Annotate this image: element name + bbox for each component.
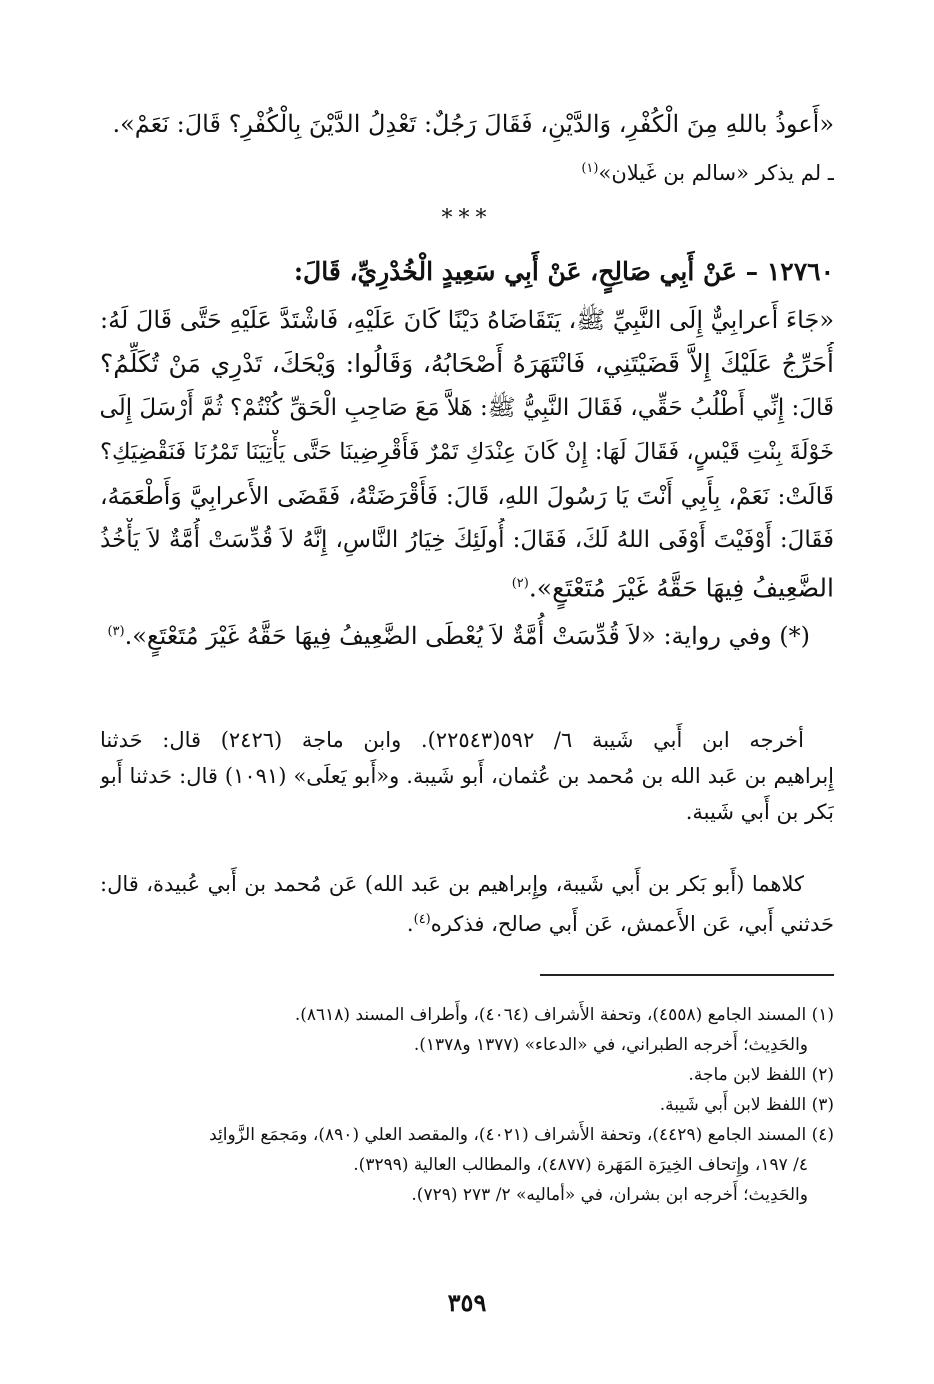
- hadith-line: قَالَ: إِنِّي أَطْلُبُ حَقِّي، فَقَالَ النَّبِيُّ ﷺ: هَلاَّ مَعَ صَاحِبِ الْحَقِّ كُنْتُمْ؟ ثُمَّ أَرْسَلَ إِلَى: [100, 395, 834, 421]
- previous-hadith-text: «أَعوذُ باللهِ مِنَ الْكُفْرِ، وَالدَّيْنِ، فَقَالَ رَجُلٌ: تَعْدِلُ الدَّيْنَ بِالْكُفْرِ؟ قَالَ: نَعَمْ».: [112, 110, 834, 138]
- note-line: [100, 152, 834, 190]
- footnote-4-hadith: والحَدِيث؛ أَخرجه ابن بشران، في «أماليه» ٢/ ٢٧٣ (٧٢٩).: [411, 1185, 808, 1205]
- previous-hadith-ending: [100, 102, 834, 146]
- hadith-number-line: ١٢٧٦٠ – عَنْ أَبِي صَالِحٍ، عَنْ أَبِي سَعِيدٍ الْخُدْرِيِّ، قَالَ:: [293, 257, 834, 286]
- hadith-heading: [100, 250, 834, 294]
- takhrij-line: بَكر بن أَبي شَيبة.: [685, 800, 834, 824]
- footnote-ref: (٣): [107, 624, 125, 640]
- hadith-riwaya: (*) وفي رواية: «لاَ قُدِّسَتْ أُمَّةٌ لاَ يُعْطَى الضَّعِيفُ فِيهَا حَقَّهُ غَيْرَ مُتَعْتَعٍ».$^{(٣)}$: [107, 622, 810, 651]
- footnote-ref: (٤): [413, 912, 431, 927]
- footnote-4: (٤) المسند الجامع (٤٤٢٩)، وتحفة الأَشراف (٤٠٢١)، والمقصد العلي (٨٩٠)، ومَجمَع الزَّوائِد: [209, 1125, 834, 1145]
- note-text: ـ لم يذكر «سالم بن غَيلان»: [598, 161, 834, 185]
- hadith-line: أُحَرِّجُ عَلَيْكَ إِلاَّ قَضَيْتَنِي، فَانْتَهَرَهُ أَصْحَابُهُ، وَقَالُوا: وَيْحَكَ، تَدْرِي مَنْ تُكَلِّمُ؟: [100, 349, 834, 378]
- hadith-last-line: الضَّعِيفُ فِيهَا حَقَّهُ غَيْرَ مُتَعْتَعٍ».$^{(٢)}$: [511, 573, 834, 603]
- footnote-divider: [540, 974, 834, 976]
- hadith-line: قَالَتْ: نَعَمْ، بِأَبِي أَنْتَ يَا رَسُولَ اللهِ، قَالَ: فَأَقْرَضَتْهُ، فَقَضَى الأَعرابِيَّ وَأَطْعَمَهُ،: [100, 482, 834, 510]
- footnote-3: (٣) اللفظ لابن أَبي شَيبة.: [659, 1095, 834, 1115]
- footnote-4-continued: ٤/ ١٩٧، وإِتحاف الخِيرَة المَهَرة (٤٨٧٧)، والمطالب العالية (٣٢٩٩).: [353, 1155, 808, 1175]
- hadith-line: خَوْلَةَ بِنْتِ قَيْسٍ، فَقَالَ لَهَا: إِنْ كَانَ عِنْدَكِ تَمْرٌ فَأَقْرِضِينَا حَتَّى يَأْتِيَنَا تَمْرُنَا فَنَقْضِيَكِ؟: [100, 439, 834, 465]
- footnote-1: (١) المسند الجامع (٤٥٥٨)، وتحفة الأَشراف (٤٠٦٤)، وأَطراف المسند (٨٦١٨).: [294, 1005, 834, 1025]
- section-separator: ***: [441, 206, 493, 231]
- footnote-1-continued: والحَدِيث؛ أَخرجه الطبراني، في «الدعاء» (١٣٧٧ و١٣٧٨).: [413, 1035, 808, 1055]
- takhrij-line: إِبراهيم بن عَبد الله بن مُحمد بن عُثمان، أَبو شَيبة. و«أَبو يَعلَى» (١٠٩١) قال: حَدثنا أَبو: [100, 764, 834, 788]
- takhrij-paragraph-2: [100, 866, 834, 942]
- footnote-ref: (٢): [511, 576, 529, 591]
- footnote-ref: (١): [581, 161, 599, 176]
- takhrij-line: أخرجه ابن أَبي شَيبة ٦/ ٥٩٢(٢٢٥٤٣). وابن ماجة (٢٤٢٦) قال: حَدثنا: [100, 728, 804, 752]
- page-number: ٣٥٩: [447, 1288, 487, 1317]
- hadith-body: [100, 298, 834, 658]
- footnotes: [100, 1000, 834, 1210]
- takhrij-line: كلاهما (أَبو بَكر بن أَبي شَيبة، وإِبراهيم بن عَبد الله) عَن مُحمد بن أَبي عُبيدة، قال:: [100, 872, 804, 896]
- hadith-line: فَقَالَ: أَوْفَيْتَ أَوْفَى اللهُ لَكَ، فَقَالَ: أُولَئِكَ خِيَارُ النَّاسِ، إِنَّهُ لاَ قُدِّسَتْ أُمَّةٌ لاَ يَأْخُذُ: [100, 527, 834, 553]
- takhrij-line: حَدثني أَبي، عَن الأَعمش، عَن أَبي صالح، فذكره$^{(٤)}$.: [406, 912, 834, 936]
- takhrij-paragraph-1: [100, 722, 834, 830]
- footnote-2: (٢) اللفظ لابن ماجة.: [688, 1065, 834, 1085]
- hadith-line: «جَاءَ أَعرابِيٌّ إِلَى النَّبِيِّ ﷺ، يَتَقَاضَاهُ دَيْنًا كَانَ عَلَيْهِ، فَاشْتَدَّ عَلَيْهِ حَتَّى قَالَ لَهُ:: [100, 306, 834, 334]
